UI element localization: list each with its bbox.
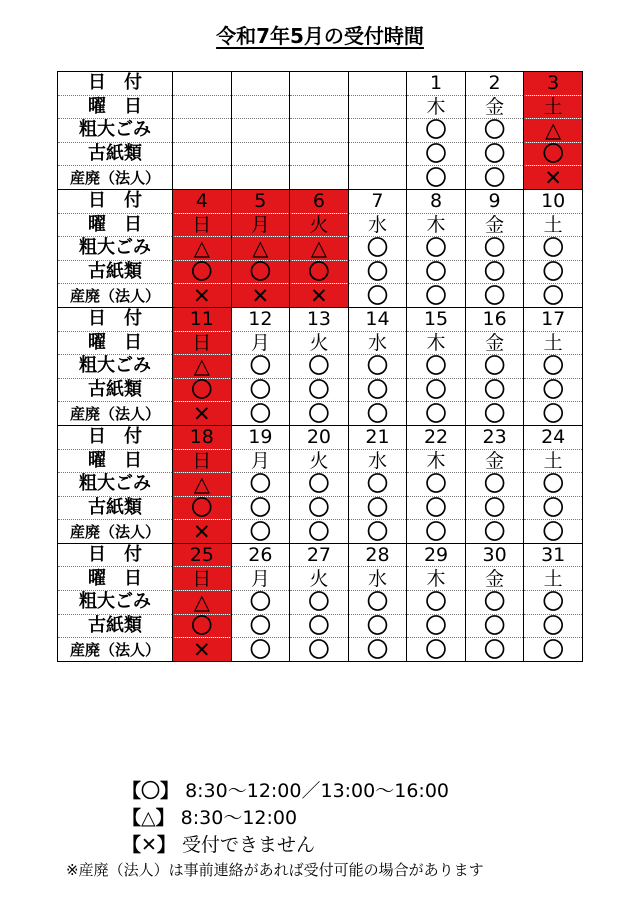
cell-koshi	[290, 142, 349, 166]
legend-key: 【✕】	[122, 834, 176, 856]
legend-text: 受付できません	[181, 834, 315, 856]
row-label-sanpai: 産廃（法人）	[58, 284, 173, 308]
cell-weekday: 火	[290, 213, 349, 237]
cell-sodai: 〇	[348, 591, 407, 615]
legend-key: 【△】	[122, 807, 175, 829]
cell-sodai	[290, 119, 349, 143]
cell-date: 3	[524, 72, 583, 96]
cell-date: 4	[173, 189, 232, 213]
cell-koshi: 〇	[407, 142, 466, 166]
cell-sanpai: 〇	[407, 166, 466, 190]
cell-sodai: △	[231, 237, 290, 261]
cell-koshi: 〇	[231, 378, 290, 402]
cell-date: 29	[407, 543, 466, 567]
page-title-text: 令和7年5月の受付時間	[216, 24, 424, 48]
row-label-date: 日 付	[58, 189, 173, 213]
cell-date: 1	[407, 72, 466, 96]
cell-sodai: 〇	[290, 473, 349, 497]
cell-weekday: 金	[465, 449, 524, 473]
cell-sodai: 〇	[290, 591, 349, 615]
cell-date: 17	[524, 307, 583, 331]
row-weekday	[58, 213, 583, 237]
cell-koshi: 〇	[465, 614, 524, 638]
cell-sodai: △	[524, 119, 583, 143]
cell-sodai: 〇	[348, 355, 407, 379]
cell-weekday: 金	[465, 331, 524, 355]
row-sodai	[58, 237, 583, 261]
cell-date	[348, 72, 407, 96]
cell-weekday: 火	[290, 449, 349, 473]
row-date	[58, 72, 583, 96]
legend-item-triangle	[122, 805, 449, 832]
row-koshi	[58, 496, 583, 520]
cell-koshi: 〇	[348, 260, 407, 284]
cell-date: 7	[348, 189, 407, 213]
cell-weekday: 月	[231, 331, 290, 355]
cell-sanpai: 〇	[407, 520, 466, 544]
row-label-sodai: 粗大ごみ	[58, 119, 173, 143]
cell-sanpai: 〇	[524, 638, 583, 662]
cell-koshi: 〇	[348, 614, 407, 638]
legend-item-cross	[122, 832, 449, 859]
cell-sanpai	[348, 166, 407, 190]
cell-date: 28	[348, 543, 407, 567]
row-koshi	[58, 614, 583, 638]
row-label-sanpai: 産廃（法人）	[58, 638, 173, 662]
cell-koshi: 〇	[290, 614, 349, 638]
cell-sanpai: 〇	[231, 520, 290, 544]
cell-date: 18	[173, 425, 232, 449]
cell-sodai: 〇	[465, 119, 524, 143]
cell-sanpai: ✕	[231, 284, 290, 308]
cell-sanpai: 〇	[465, 638, 524, 662]
cell-sodai: 〇	[407, 591, 466, 615]
cell-date: 13	[290, 307, 349, 331]
cell-weekday: 土	[524, 213, 583, 237]
cell-sodai	[348, 119, 407, 143]
cell-sanpai: ✕	[173, 284, 232, 308]
cell-weekday: 金	[465, 567, 524, 591]
schedule-table	[57, 71, 583, 662]
cell-sodai: △	[173, 237, 232, 261]
row-date	[58, 189, 583, 213]
cell-sodai: 〇	[231, 473, 290, 497]
cell-koshi: 〇	[231, 260, 290, 284]
cell-sanpai: 〇	[348, 284, 407, 308]
cell-weekday: 火	[290, 567, 349, 591]
cell-sanpai: 〇	[407, 284, 466, 308]
cell-sodai: 〇	[524, 591, 583, 615]
cell-weekday: 土	[524, 567, 583, 591]
cell-date: 2	[465, 72, 524, 96]
row-label-weekday: 曜 日	[58, 331, 173, 355]
cell-sodai: 〇	[524, 473, 583, 497]
cell-sodai: 〇	[465, 237, 524, 261]
cell-koshi: 〇	[524, 378, 583, 402]
cell-weekday: 月	[231, 213, 290, 237]
cell-date	[290, 72, 349, 96]
row-label-sodai: 粗大ごみ	[58, 591, 173, 615]
cell-sanpai	[173, 166, 232, 190]
row-sanpai	[58, 166, 583, 190]
cell-koshi: 〇	[524, 614, 583, 638]
cell-sodai: 〇	[407, 237, 466, 261]
cell-date: 21	[348, 425, 407, 449]
cell-koshi: 〇	[465, 496, 524, 520]
row-date	[58, 543, 583, 567]
cell-date: 15	[407, 307, 466, 331]
cell-sanpai: ✕	[290, 284, 349, 308]
cell-date	[173, 72, 232, 96]
cell-weekday: 木	[407, 95, 466, 119]
cell-date: 10	[524, 189, 583, 213]
cell-koshi: 〇	[524, 142, 583, 166]
cell-koshi: 〇	[231, 496, 290, 520]
row-label-date: 日 付	[58, 543, 173, 567]
cell-koshi: 〇	[524, 260, 583, 284]
legend-key: 【〇】	[122, 780, 180, 802]
row-label-weekday: 曜 日	[58, 213, 173, 237]
cell-weekday: 月	[231, 449, 290, 473]
row-koshi	[58, 378, 583, 402]
cell-sanpai: 〇	[524, 284, 583, 308]
cell-sanpai	[290, 166, 349, 190]
cell-weekday: 土	[524, 331, 583, 355]
cell-sanpai: ✕	[524, 166, 583, 190]
cell-koshi: 〇	[173, 378, 232, 402]
row-label-koshi: 古紙類	[58, 260, 173, 284]
cell-koshi: 〇	[290, 260, 349, 284]
cell-date: 11	[173, 307, 232, 331]
cell-weekday: 日	[173, 449, 232, 473]
cell-sodai	[173, 119, 232, 143]
row-date	[58, 307, 583, 331]
cell-koshi: 〇	[407, 378, 466, 402]
cell-koshi: 〇	[290, 378, 349, 402]
cell-weekday: 水	[348, 449, 407, 473]
cell-koshi: 〇	[173, 614, 232, 638]
row-koshi	[58, 142, 583, 166]
cell-koshi: 〇	[465, 142, 524, 166]
cell-weekday: 日	[173, 331, 232, 355]
row-sodai	[58, 591, 583, 615]
cell-sodai: 〇	[465, 473, 524, 497]
cell-weekday: 木	[407, 213, 466, 237]
cell-weekday	[290, 95, 349, 119]
cell-sanpai: 〇	[231, 402, 290, 426]
cell-date: 12	[231, 307, 290, 331]
cell-date: 14	[348, 307, 407, 331]
cell-sanpai: ✕	[173, 520, 232, 544]
row-label-sanpai: 産廃（法人）	[58, 520, 173, 544]
row-date	[58, 425, 583, 449]
row-sodai	[58, 355, 583, 379]
cell-date: 16	[465, 307, 524, 331]
cell-sodai: 〇	[348, 473, 407, 497]
cell-date: 24	[524, 425, 583, 449]
cell-koshi: 〇	[465, 260, 524, 284]
cell-sodai: △	[173, 591, 232, 615]
cell-weekday: 金	[465, 213, 524, 237]
cell-weekday: 土	[524, 95, 583, 119]
cell-sodai: 〇	[231, 355, 290, 379]
cell-sanpai: 〇	[348, 402, 407, 426]
cell-koshi: 〇	[231, 614, 290, 638]
cell-date: 5	[231, 189, 290, 213]
cell-sodai: 〇	[407, 473, 466, 497]
row-sodai	[58, 119, 583, 143]
cell-weekday: 日	[173, 213, 232, 237]
cell-date	[231, 72, 290, 96]
cell-sodai: 〇	[407, 355, 466, 379]
cell-weekday: 土	[524, 449, 583, 473]
cell-sodai: △	[173, 355, 232, 379]
cell-weekday: 木	[407, 567, 466, 591]
cell-weekday: 木	[407, 449, 466, 473]
cell-koshi: 〇	[407, 496, 466, 520]
cell-sanpai: 〇	[524, 520, 583, 544]
cell-date: 20	[290, 425, 349, 449]
cell-koshi: 〇	[407, 614, 466, 638]
cell-sanpai: 〇	[407, 402, 466, 426]
cell-weekday	[173, 95, 232, 119]
cell-sanpai	[231, 166, 290, 190]
row-label-weekday: 曜 日	[58, 449, 173, 473]
row-koshi	[58, 260, 583, 284]
cell-date: 22	[407, 425, 466, 449]
cell-sanpai: ✕	[173, 638, 232, 662]
cell-sanpai: 〇	[348, 638, 407, 662]
cell-koshi	[173, 142, 232, 166]
cell-weekday	[348, 95, 407, 119]
cell-weekday	[231, 95, 290, 119]
cell-weekday: 水	[348, 567, 407, 591]
row-weekday	[58, 331, 583, 355]
cell-koshi: 〇	[465, 378, 524, 402]
legend-item-circle	[122, 778, 449, 805]
row-label-weekday: 曜 日	[58, 95, 173, 119]
row-label-koshi: 古紙類	[58, 142, 173, 166]
page-title	[0, 20, 640, 49]
row-sodai	[58, 473, 583, 497]
footnote: ※産廃（法人）は事前連絡があれば受付可能の場合があります	[66, 861, 484, 879]
cell-date: 23	[465, 425, 524, 449]
row-label-sanpai: 産廃（法人）	[58, 402, 173, 426]
row-label-koshi: 古紙類	[58, 614, 173, 638]
cell-weekday: 水	[348, 331, 407, 355]
cell-sanpai: 〇	[465, 402, 524, 426]
row-label-date: 日 付	[58, 425, 173, 449]
cell-sanpai: 〇	[524, 402, 583, 426]
row-label-koshi: 古紙類	[58, 496, 173, 520]
cell-sodai: 〇	[524, 355, 583, 379]
row-label-sodai: 粗大ごみ	[58, 237, 173, 261]
cell-date: 26	[231, 543, 290, 567]
cell-sodai: △	[173, 473, 232, 497]
cell-sanpai: 〇	[231, 638, 290, 662]
cell-sanpai: 〇	[290, 402, 349, 426]
cell-date: 8	[407, 189, 466, 213]
cell-koshi: 〇	[407, 260, 466, 284]
cell-koshi: 〇	[290, 496, 349, 520]
cell-sanpai: 〇	[465, 520, 524, 544]
cell-koshi: 〇	[173, 260, 232, 284]
row-label-sanpai: 産廃（法人）	[58, 166, 173, 190]
row-weekday	[58, 449, 583, 473]
row-label-date: 日 付	[58, 307, 173, 331]
cell-date: 31	[524, 543, 583, 567]
cell-koshi: 〇	[173, 496, 232, 520]
cell-koshi	[348, 142, 407, 166]
row-label-sodai: 粗大ごみ	[58, 473, 173, 497]
row-sanpai	[58, 638, 583, 662]
cell-sodai: 〇	[465, 591, 524, 615]
legend	[122, 778, 449, 859]
cell-weekday: 木	[407, 331, 466, 355]
row-label-weekday: 曜 日	[58, 567, 173, 591]
cell-sodai	[231, 119, 290, 143]
row-sanpai	[58, 284, 583, 308]
cell-weekday: 水	[348, 213, 407, 237]
legend-text: 8:30〜12:00／13:00〜16:00	[185, 780, 449, 802]
cell-sodai: 〇	[407, 119, 466, 143]
row-label-koshi: 古紙類	[58, 378, 173, 402]
cell-sodai: 〇	[231, 591, 290, 615]
cell-weekday: 月	[231, 567, 290, 591]
cell-sanpai: 〇	[348, 520, 407, 544]
cell-date: 9	[465, 189, 524, 213]
cell-sodai: 〇	[290, 355, 349, 379]
row-sanpai	[58, 402, 583, 426]
row-sanpai	[58, 520, 583, 544]
cell-date: 27	[290, 543, 349, 567]
cell-date: 6	[290, 189, 349, 213]
cell-sodai: 〇	[348, 237, 407, 261]
cell-koshi	[231, 142, 290, 166]
cell-sanpai: 〇	[465, 166, 524, 190]
cell-sanpai: 〇	[465, 284, 524, 308]
row-weekday	[58, 567, 583, 591]
cell-weekday: 日	[173, 567, 232, 591]
cell-koshi: 〇	[524, 496, 583, 520]
row-label-sodai: 粗大ごみ	[58, 355, 173, 379]
cell-date: 30	[465, 543, 524, 567]
cell-sodai: △	[290, 237, 349, 261]
cell-sanpai: ✕	[173, 402, 232, 426]
cell-sanpai: 〇	[290, 638, 349, 662]
cell-sodai: 〇	[465, 355, 524, 379]
cell-sanpai: 〇	[290, 520, 349, 544]
cell-sodai: 〇	[524, 237, 583, 261]
row-label-date: 日 付	[58, 72, 173, 96]
cell-sanpai: 〇	[407, 638, 466, 662]
legend-text: 8:30〜12:00	[180, 807, 298, 829]
cell-koshi: 〇	[348, 378, 407, 402]
cell-date: 19	[231, 425, 290, 449]
cell-date: 25	[173, 543, 232, 567]
cell-weekday: 火	[290, 331, 349, 355]
cell-weekday: 金	[465, 95, 524, 119]
cell-koshi: 〇	[348, 496, 407, 520]
row-weekday	[58, 95, 583, 119]
